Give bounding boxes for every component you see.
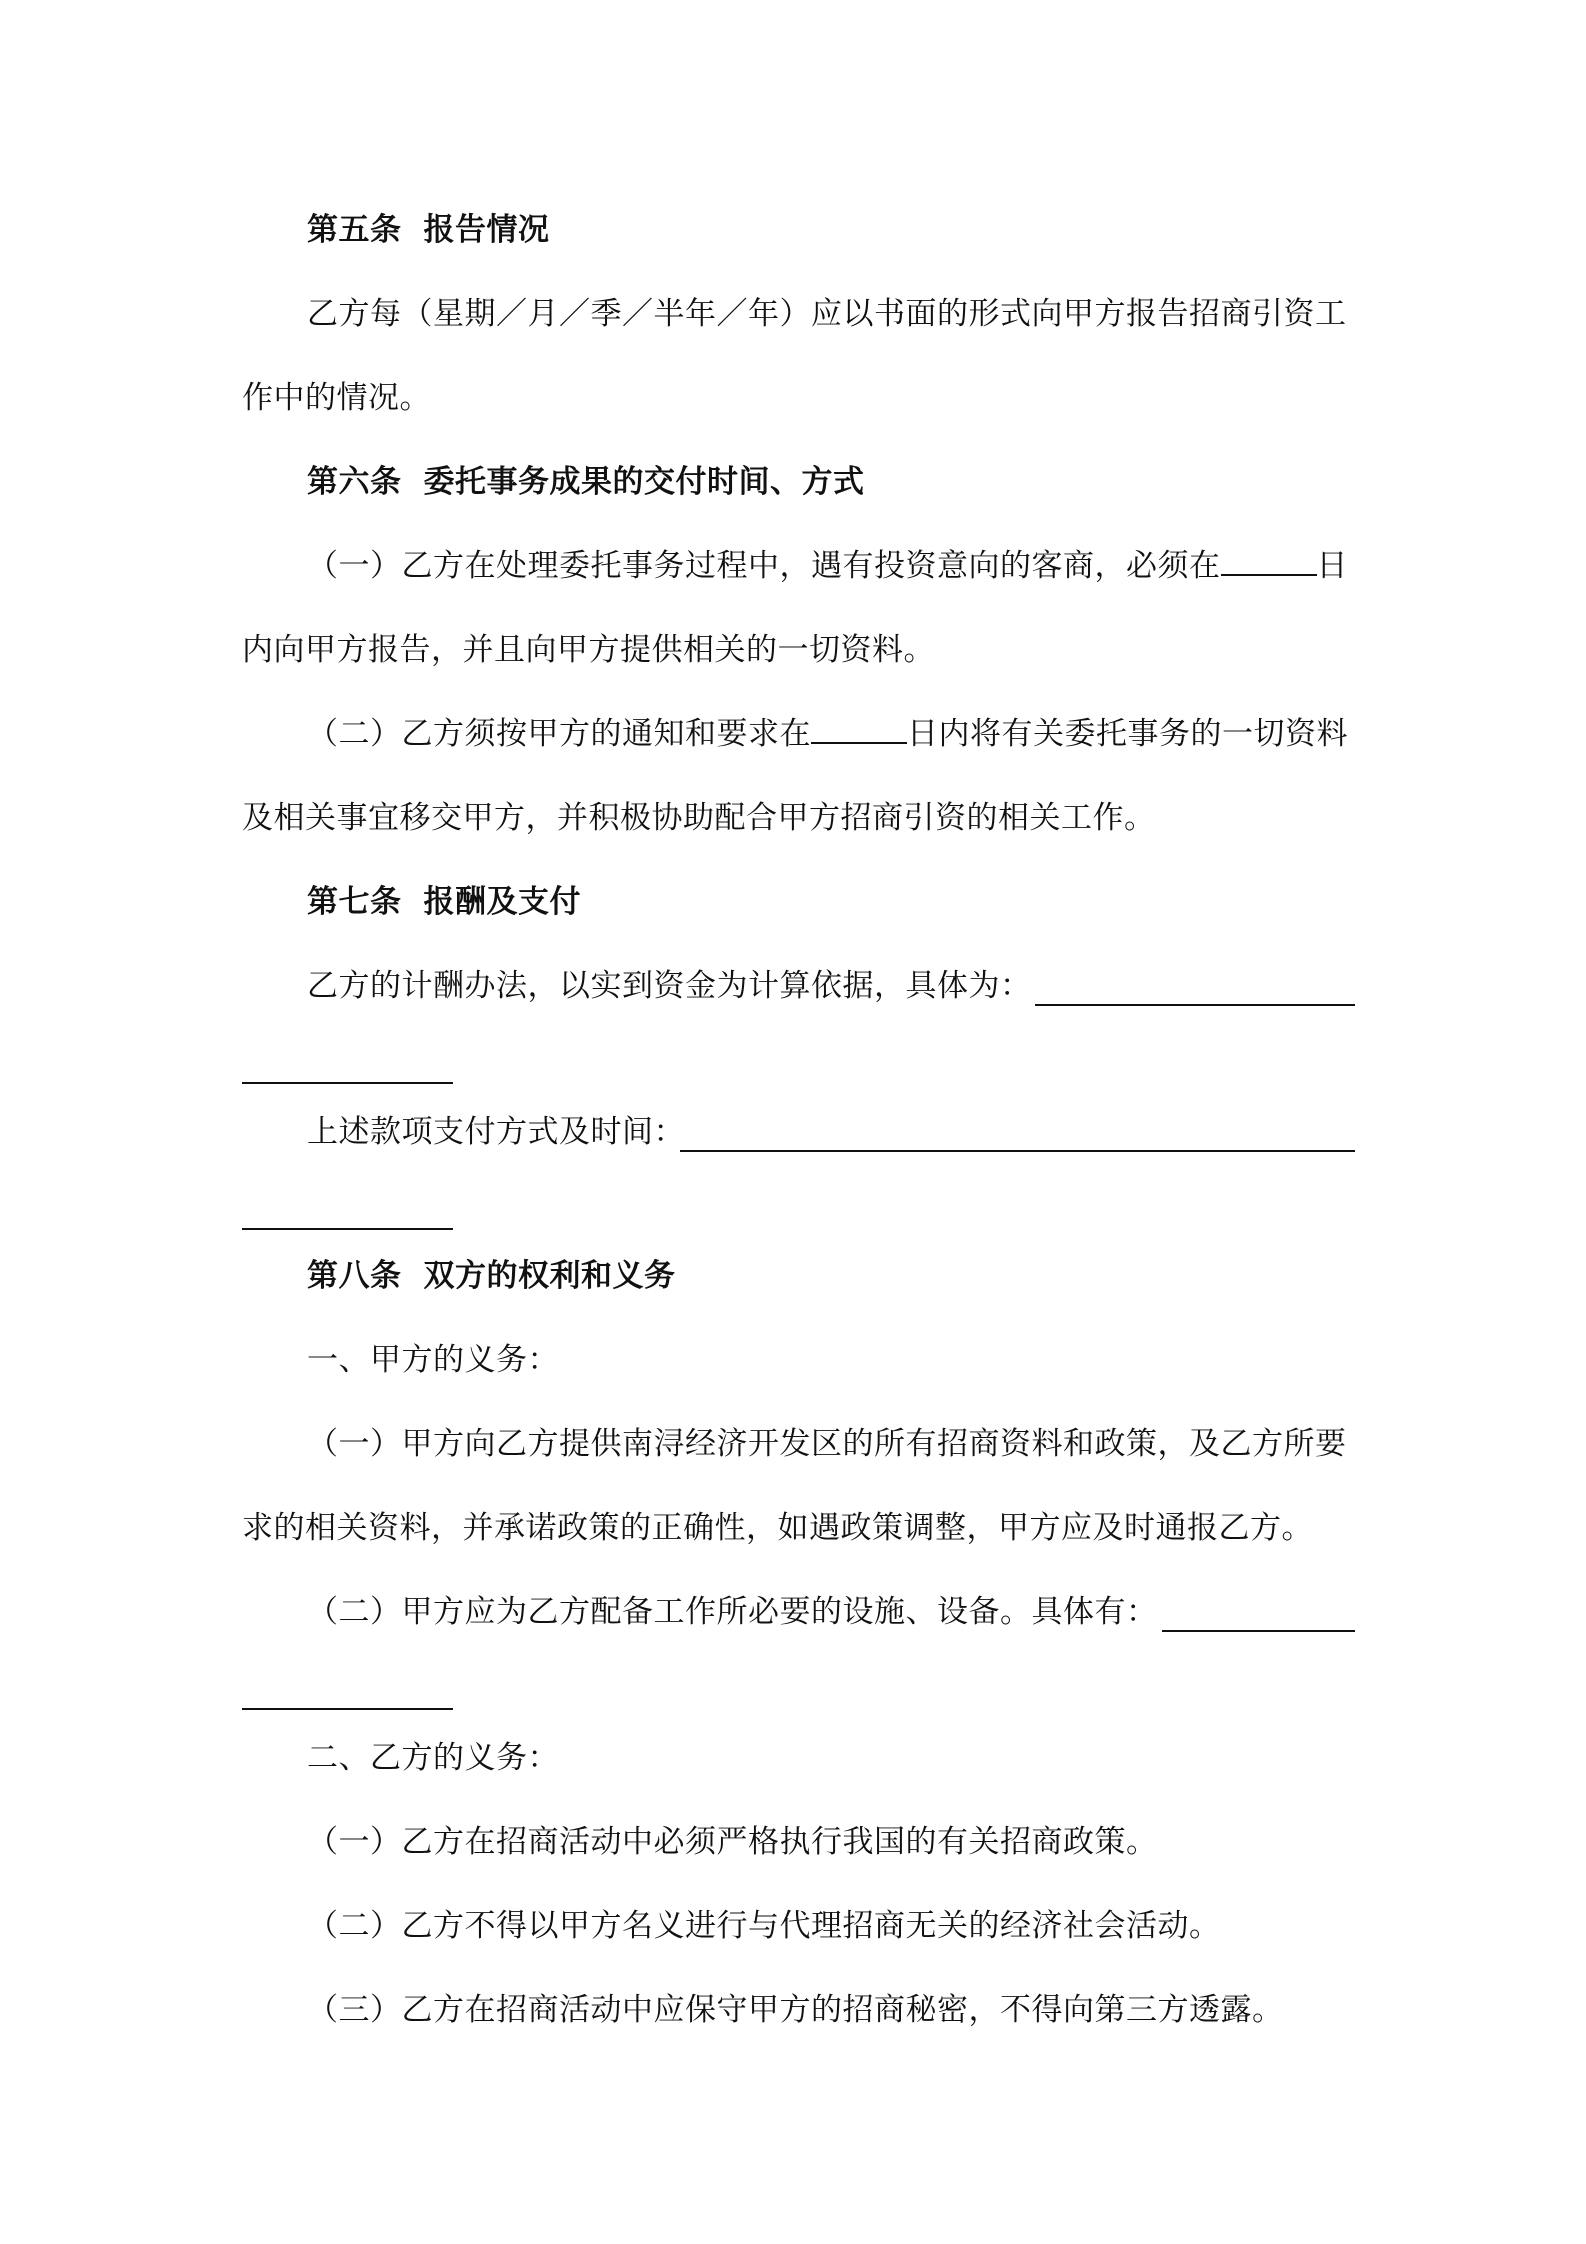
article-8-heading — [307, 1256, 676, 1296]
compensation-blank-line-2 — [242, 1082, 453, 1084]
party-b-item-1: （一）乙方在招商活动中必须严格执行我国的有关招商政策。 — [307, 1824, 1158, 1860]
equipment-blank-line-2 — [242, 1708, 453, 1710]
article-6-title: 委托事务成果的交付时间、方式 — [423, 464, 865, 500]
article-6-item-2-text: （二）乙方须按甲方的通知和要求在 — [307, 716, 811, 752]
article-5-number: 第五条 — [307, 212, 402, 248]
article-5-title: 报告情况 — [423, 212, 550, 248]
article-8-number: 第八条 — [307, 1258, 402, 1294]
article-6-item-2-line-1 — [307, 714, 1348, 754]
days-blank-2 — [811, 714, 907, 744]
article-6-item-1-suffix: 日 — [1316, 548, 1348, 584]
payment-blank-line-1 — [680, 1150, 1355, 1152]
article-7-heading — [307, 882, 581, 922]
article-5-paragraph-line-1: 乙方每（星期／月／季／半年／年）应以书面的形式向甲方报告招商引资工 — [307, 296, 1347, 332]
compensation-method-line: 乙方的计酬办法，以实到资金为计算依据，具体为： — [307, 968, 1032, 1004]
article-6-number: 第六条 — [307, 464, 402, 500]
article-5-heading — [307, 210, 550, 250]
article-6-item-1-line-1 — [307, 546, 1348, 586]
days-blank-1 — [1221, 546, 1317, 576]
article-6-item-1-text: （一）乙方在处理委托事务过程中，遇有投资意向的客商，必须在 — [307, 548, 1221, 584]
payment-blank-line-2 — [242, 1228, 453, 1230]
article-7-title: 报酬及支付 — [423, 884, 581, 920]
article-7-number: 第七条 — [307, 884, 402, 920]
article-6-item-1-line-2: 内向甲方报告，并且向甲方提供相关的一切资料。 — [242, 632, 935, 668]
party-a-item-1-line-1: （一）甲方向乙方提供南浔经济开发区的所有招商资料和政策，及乙方所要 — [307, 1426, 1347, 1462]
party-a-item-2-line: （二）甲方应为乙方配备工作所必要的设施、设备。具体有： — [307, 1594, 1158, 1630]
party-b-item-2: （二）乙方不得以甲方名义进行与代理招商无关的经济社会活动。 — [307, 1908, 1221, 1944]
article-8-title: 双方的权利和义务 — [423, 1258, 676, 1294]
party-a-obligations-heading: 一、甲方的义务： — [307, 1342, 559, 1378]
article-6-heading — [307, 462, 865, 502]
article-6-item-2-line-2: 及相关事宜移交甲方，并积极协助配合甲方招商引资的相关工作。 — [242, 800, 1156, 836]
article-5-paragraph-line-2: 作中的情况。 — [242, 380, 431, 416]
payment-method-line: 上述款项支付方式及时间： — [307, 1114, 685, 1150]
party-b-item-3: （三）乙方在招商活动中应保守甲方的招商秘密，不得向第三方透露。 — [307, 1992, 1284, 2028]
party-b-obligations-heading: 二、乙方的义务： — [307, 1740, 559, 1776]
party-a-item-1-line-2: 求的相关资料，并承诺政策的正确性，如遇政策调整，甲方应及时通报乙方。 — [242, 1510, 1313, 1546]
compensation-blank-line-1 — [1035, 1004, 1355, 1006]
equipment-blank-line-1 — [1162, 1630, 1355, 1632]
article-6-item-2-suffix: 日内将有关委托事务的一切资料 — [907, 716, 1348, 752]
